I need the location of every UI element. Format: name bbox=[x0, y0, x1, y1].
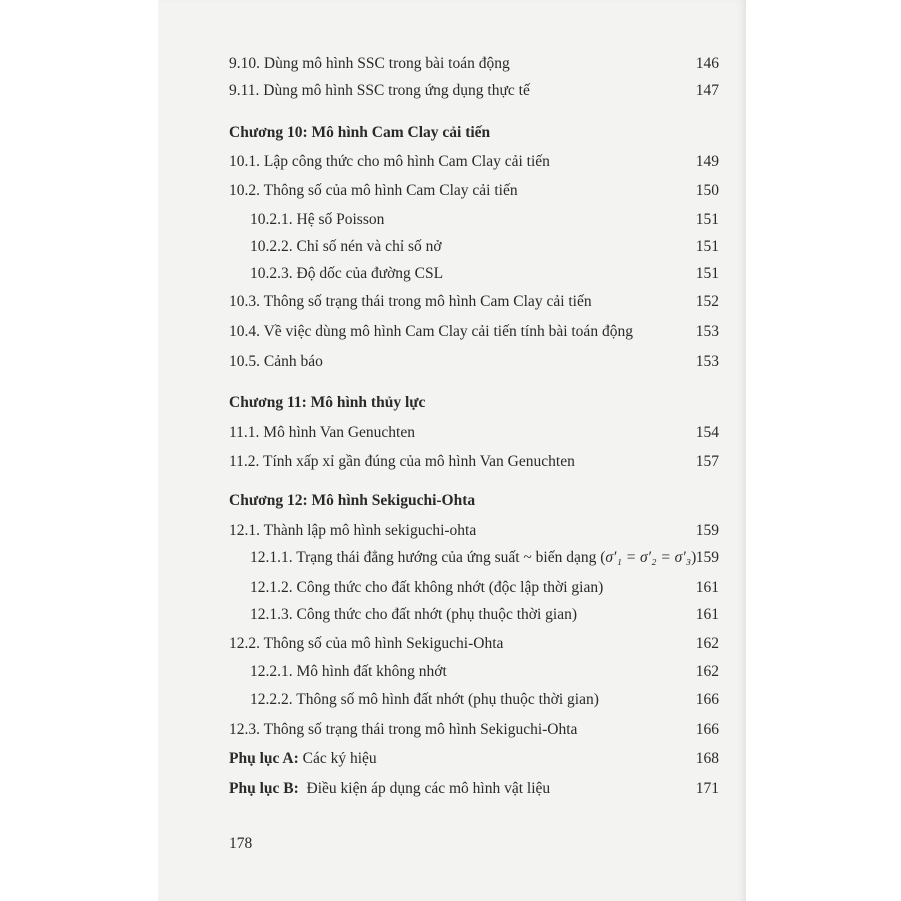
toc-entry-title: 12.2.1. Mô hình đất không nhớt bbox=[250, 663, 447, 680]
toc-entry-appendix-b bbox=[0, 777, 901, 801]
appendix-label: Phụ lục A: bbox=[229, 750, 299, 767]
toc-entry-page: 154 bbox=[695, 424, 719, 441]
toc-entry-close-paren: ) bbox=[691, 549, 697, 566]
toc-entry-page: 153 bbox=[695, 323, 719, 340]
toc-entry-title: 11.2. Tính xấp xỉ gần đúng của mô hình Van Genuchten bbox=[229, 453, 575, 470]
toc-entry-12-1-2 bbox=[0, 576, 901, 600]
page-number: 178 bbox=[229, 835, 253, 852]
toc-entry-page: 153 bbox=[695, 353, 719, 370]
toc-entry-appendix-a bbox=[0, 747, 901, 771]
toc-entry-title: 10.2. Thông số của mô hình Cam Clay cải tiến bbox=[229, 182, 518, 199]
toc-entry-page: 161 bbox=[695, 579, 719, 596]
toc-entry-10-3 bbox=[0, 290, 901, 314]
toc-entry-page: 151 bbox=[695, 211, 719, 228]
appendix-title: Điều kiện áp dụng các mô hình vật liệu bbox=[298, 780, 551, 797]
toc-entry-title: 10.3. Thông số trạng thái trong mô hình Cam Clay cải tiến bbox=[229, 293, 592, 310]
toc-entry-9-11 bbox=[0, 79, 901, 103]
toc-entry-title: 10.5. Cảnh báo bbox=[229, 353, 323, 370]
toc-entry-page: 166 bbox=[695, 691, 719, 708]
toc-entry-title: 12.1.3. Công thức cho đất nhớt (phụ thuộc thời gian) bbox=[250, 606, 577, 623]
toc-entry-title: 10.2.3. Độ dốc của đường CSL bbox=[250, 265, 444, 282]
toc-entry-page: 147 bbox=[695, 82, 719, 99]
toc-entry-title bbox=[229, 777, 550, 801]
toc-entry-9-10 bbox=[0, 52, 901, 76]
chapter-heading-10 bbox=[0, 121, 901, 145]
toc-entry-12-2 bbox=[0, 632, 901, 656]
stress-formula: σ′₁ = σ′₂ = σ′₃ bbox=[605, 549, 692, 566]
toc-entry-title: 12.2. Thông số của mô hình Sekiguchi-Ohta bbox=[229, 635, 504, 652]
toc-entry-10-5 bbox=[0, 350, 901, 374]
chapter-title: Chương 12: Mô hình Sekiguchi-Ohta bbox=[229, 492, 476, 509]
toc-entry-10-2-1 bbox=[0, 208, 901, 232]
toc-entry-title: 12.1. Thành lập mô hình sekiguchi-ohta bbox=[229, 522, 477, 539]
toc-entry-title: 10.2.1. Hệ số Poisson bbox=[250, 211, 385, 228]
toc-entry-page: 161 bbox=[695, 606, 719, 623]
toc-entry-page: 168 bbox=[695, 750, 719, 767]
toc-entry-11-1 bbox=[0, 421, 901, 445]
toc-entry-10-4 bbox=[0, 320, 901, 344]
toc-entry-title: 12.2.2. Thông số mô hình đất nhớt (phụ thuộc thời gian) bbox=[250, 691, 599, 708]
toc-entry-page: 149 bbox=[695, 153, 719, 170]
toc-entry-12-2-2 bbox=[0, 688, 901, 712]
toc-entry-10-2 bbox=[0, 179, 901, 203]
toc-entry-12-3 bbox=[0, 718, 901, 742]
toc-entry-10-2-3 bbox=[0, 262, 901, 286]
toc-entry-title: 11.1. Mô hình Van Genuchten bbox=[229, 424, 415, 441]
toc-entry-12-1-3 bbox=[0, 603, 901, 627]
toc-entry-page: 157 bbox=[695, 453, 719, 470]
appendix-title: Các ký hiệu bbox=[298, 750, 377, 767]
toc-entry-12-1-1 bbox=[0, 546, 901, 570]
toc-entry-10-2-2 bbox=[0, 235, 901, 259]
toc-entry-title bbox=[229, 747, 377, 771]
toc-entry-title: 10.2.2. Chỉ số nén và chỉ số nở bbox=[250, 238, 442, 255]
toc-entry-12-1 bbox=[0, 519, 901, 543]
toc-entry-title: 10.1. Lập công thức cho mô hình Cam Clay cải tiến bbox=[229, 153, 550, 170]
chapter-title: Chương 10: Mô hình Cam Clay cải tiến bbox=[229, 124, 491, 141]
appendix-label: Phụ lục B: bbox=[229, 780, 299, 797]
toc-entry-title: 12.1.2. Công thức cho đất không nhớt (độc lập thời gian) bbox=[250, 579, 604, 596]
toc-entry-page: 171 bbox=[695, 780, 719, 797]
chapter-heading-12 bbox=[0, 489, 901, 513]
toc-entry-text: 12.1.1. Trạng thái đẳng hướng của ứng suất ~ biến dạng ( bbox=[250, 549, 606, 566]
toc-entry-title: 12.3. Thông số trạng thái trong mô hình Sekiguchi-Ohta bbox=[229, 721, 578, 738]
chapter-heading-11 bbox=[0, 391, 901, 415]
toc-entry-10-1 bbox=[0, 150, 901, 174]
toc-entry-page: 162 bbox=[695, 663, 719, 680]
toc-entry-page: 150 bbox=[695, 182, 719, 199]
toc-entry-page: 151 bbox=[695, 265, 719, 282]
toc-entry-title bbox=[250, 546, 696, 570]
toc-entry-page: 159 bbox=[695, 522, 719, 539]
toc-entry-page: 146 bbox=[695, 55, 719, 72]
toc-entry-page: 166 bbox=[695, 721, 719, 738]
chapter-title: Chương 11: Mô hình thủy lực bbox=[229, 394, 426, 411]
toc-entry-11-2 bbox=[0, 450, 901, 474]
toc-entry-page: 162 bbox=[695, 635, 719, 652]
toc-entry-page: 159 bbox=[695, 549, 719, 566]
toc-entry-title: 10.4. Về việc dùng mô hình Cam Clay cải tiến tính bài toán động bbox=[229, 323, 633, 340]
toc-entry-page: 151 bbox=[695, 238, 719, 255]
toc-entry-title: 9.11. Dùng mô hình SSC trong ứng dụng thực tế bbox=[229, 82, 530, 99]
toc-entry-title: 9.10. Dùng mô hình SSC trong bài toán động bbox=[229, 55, 510, 72]
toc-entry-page: 152 bbox=[695, 293, 719, 310]
toc-entry-12-2-1 bbox=[0, 660, 901, 684]
